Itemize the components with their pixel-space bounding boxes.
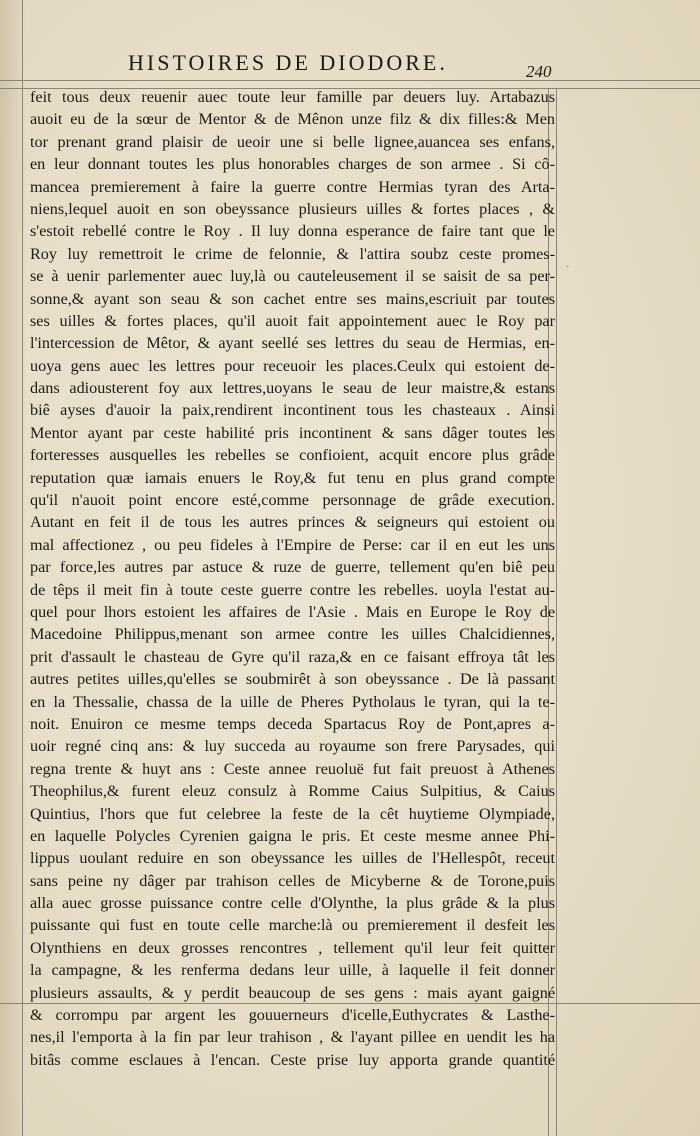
text-line: regna trente & huyt ans : Ceste annee reuoluë fut fait preuost à Athenes [30, 759, 555, 778]
text-line: autres petites uilles,qu'elles se soubmirêt à son obeyssance . De là passant [30, 670, 555, 689]
folio-number: 240 [526, 62, 552, 81]
text-line: quel pour lhors estoient les affaires de l'Asie . Mais en Europe le Roy de [30, 602, 555, 621]
body-text [30, 86, 555, 1071]
text-line: bitâs comme esclaues à l'encan. Ceste prise luy apporta grande quantité [30, 1050, 555, 1069]
page-header [128, 50, 568, 80]
text-line: s'estoit rebellé contre le Roy . Il luy donna esperance de faire tant que le [30, 222, 555, 241]
left-margin-rule [22, 0, 23, 1136]
text-line: plusieurs assaults, & y perdit beaucoup de ses gens : mais ayant gaigné [30, 983, 555, 1002]
text-line: Autant en feit il de tous les autres princes & seigneurs qui estoient ou [30, 513, 555, 532]
text-line: Mentor ayant par ceste habilité pris incontinent & sans dâger toutes les [30, 423, 555, 442]
text-line: niens,lequel auoit en son obeyssance plusieurs uilles & fortes places , & [30, 199, 555, 218]
text-line: noit. Enuiron ce mesme temps deceda Spartacus Roy de Pont,apres a- [30, 714, 555, 733]
text-line: Roy luy remettroit le crime de felonnie, & l'attira soubz ceste promes- [30, 244, 555, 263]
text-line: l'intercession de Mêtor, & ayant seellé ses lettres du seau de Hermias, en- [30, 334, 555, 353]
text-line: forteresses ausquelles les rebelles se confioient, acquit encore plus grâde [30, 446, 555, 465]
text-line: reputation quæ iamais enuers le Roy,& fut tenu en plus grand compte [30, 468, 555, 487]
text-line: dans adiousterent foy aux lettres,uoyans le seau de leur maistre,& estans [30, 379, 555, 398]
outer-margin-rule [556, 88, 557, 1136]
text-line: tor prenant grand plaisir de ueoir une si belle lignee,auancea ses enfans, [30, 132, 555, 151]
text-line: la campagne, & les renferma dedans leur uille, à laquelle il feit donner [30, 961, 555, 980]
text-line: biê ayses d'auoir la paix,rendirent incontinent tous les chasteaux . Ainsi [30, 401, 555, 420]
text-line: & corrompu par argent les gouuerneurs d'icelle,Euthycrates & Lasthe- [30, 1006, 555, 1025]
text-line: sans peine ny dâger par trahison celles de Micyberne & de Torone,puis [30, 871, 555, 890]
text-line: qu'il n'auoit point encore esté,comme personnage de grâde execution. [30, 491, 555, 510]
text-line: Olynthiens en deux grosses rencontres , tellement qu'il leur feit quitter [30, 938, 555, 957]
text-line: de têps il meit fin à toute ceste guerre contre les rebelles. uoyla l'estat au- [30, 580, 555, 599]
text-line: se à uenir parlementer auec luy,là ou cauteleusement il se saisit de sa per- [30, 267, 555, 286]
text-line: mancea premierement à faire la guerre contre Hermias tyran des Arta- [30, 177, 555, 196]
text-line: alla auec grosse puissance contre celle d'Olynthe, la plus grâde & la plus [30, 894, 555, 913]
text-line: prit d'assault le chasteau de Gyre qu'il raza,& en ce faisant effroya tât les [30, 647, 555, 666]
text-line: en leur donnant toutes les plus honorables charges de son armee . Si cô- [30, 155, 555, 174]
text-line: sonne,& ayant son seau & son cachet entre ses mains,escriuit par toutes [30, 289, 555, 308]
text-line: par force,les autres par astuce & ruze de guerre, tellement qu'en biê peu [30, 558, 555, 577]
head-rule [0, 80, 700, 81]
text-line: feit tous deux reuenir auec toute leur famille par deuers luy. Artabazus [30, 88, 555, 106]
text-line: Quintius, l'hors que fut celebree la feste de la cêt huytieme Olympiade, [30, 804, 555, 823]
text-line: Macedoine Philippus,menant son armee contre les uilles Chalcidiennes, [30, 625, 555, 644]
text-line: Theophilus,& furent eleuz consulz à Romme Caius Sulpitius, & Caius [30, 782, 555, 801]
text-line: puissante qui fust en toute celle marche:là ou premierement il desfeit les [30, 916, 555, 935]
text-line: uoya gens auec les lettres pour receuoir les places.Ceulx qui estoient de- [30, 356, 555, 375]
text-line: en laquelle Polycles Cyrenien gaigna le pris. Et ceste mesme annee Phi- [30, 826, 555, 845]
text-line: auoit eu de la sœur de Mentor & de Mênon unze filz & dix filles:& Men [30, 110, 555, 129]
text-line: lippus uoulant reduire en son obeyssance les uilles de l'Hellespôt, receut [30, 849, 555, 868]
margin-dot: · [566, 262, 570, 273]
text-line: ses uilles & fortes places, qu'il auoit fait appointement auec le Roy par [30, 311, 555, 330]
text-line: nes,il l'emporta à la fin par leur trahison , & l'ayant pillee en uendit les ha [30, 1028, 555, 1047]
running-head: HISTOIRES DE DIODORE. [128, 50, 448, 75]
text-line: en la Thessalie, chassa de la uille de Pheres Pytholaus le tyran, qui la te- [30, 692, 555, 711]
text-line: uoir regné cinq ans: & luy succeda au royaume son frere Parysades, qui [30, 737, 555, 756]
text-line: mal affectionez , ou peu fideles à l'Empire de Perse: car il en eut les uns [30, 535, 555, 554]
